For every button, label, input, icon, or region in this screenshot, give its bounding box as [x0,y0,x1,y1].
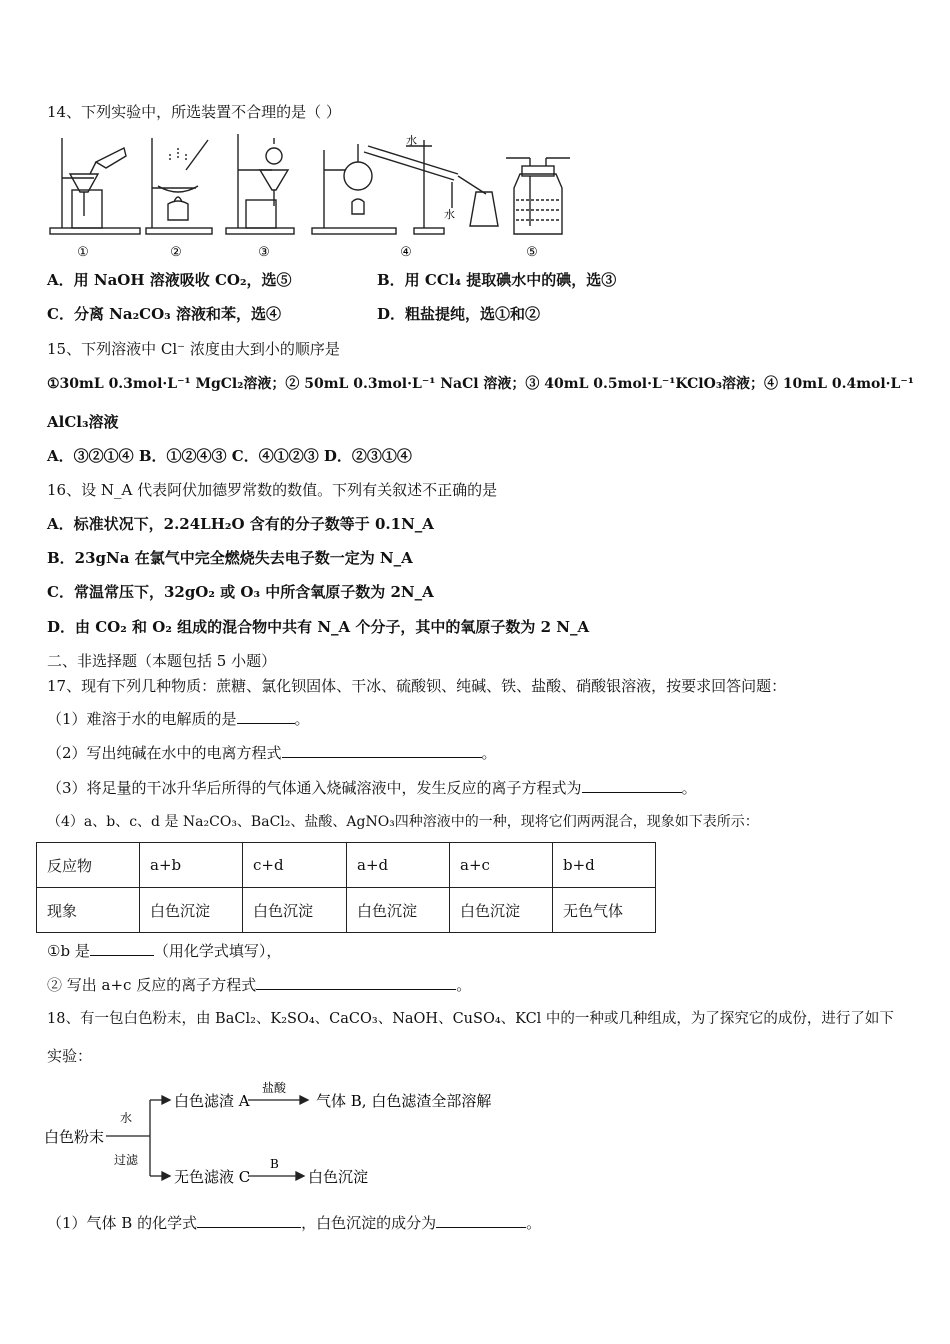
q17-part2 [47,743,497,763]
q16-stem: 16、设 N_A 代表阿伏加德罗常数的数值。下列有关叙述不正确的是 [47,481,498,499]
q17-part2-blank[interactable] [282,743,482,758]
q16-option-b: B．23gNa 在氯气中完全燃烧失去电子数一定为 N_A [47,549,413,567]
table-cell: c+d [243,843,347,888]
q14-option-b: B．用 CCl₄ 提取碘水中的碘，选③ [377,271,617,289]
q18-part1-text: （1）气体 B 的化学式 [47,1214,198,1232]
q17-part3-blank[interactable] [582,778,682,793]
fig-water-label-bottom: 水 [444,208,455,221]
q17-sub1-end: （用化学式填写）， [153,942,282,960]
q17-part2-text: （2）写出纯碱在水中的电离方程式 [47,744,282,762]
q17-part1-blank[interactable] [237,709,295,724]
q15-solutions-line2: AlCl₃溶液 [47,413,119,431]
flow-acid-label: 盐酸 [262,1081,287,1095]
q17-part1-text: （1）难溶于水的电解质的是 [47,710,237,728]
q18-stem-cont: 实验： [47,1047,93,1065]
q17-sub2-text: ② 写出 a+c 反应的离子方程式 [47,976,257,994]
table-cell: 现象 [37,888,140,933]
q17-sub2-blank[interactable] [256,975,456,990]
table-cell: 无色气体 [553,888,656,933]
flow-filter-label: 过滤 [114,1153,139,1167]
q16-option-a: A．标准状况下，2.24LH₂O 含有的分子数等于 0.1N_A [47,515,434,533]
fig-label-2: ② [170,245,182,260]
q17-sub1 [47,941,281,961]
q17-stem: 17、现有下列几种物质：蔗糖、氯化钡固体、干冰、硫酸钡、纯碱、铁、盐酸、硝酸银溶液，按要求回答问题： [47,677,787,695]
fig-label-3: ③ [258,245,270,260]
q14-stem: 14、下列实验中，所选装置不合理的是（ ） [47,103,341,121]
table-row [37,843,656,888]
q17-sub2-end: 。 [456,976,472,994]
flow-filtrate-c: 无色滤液 C [174,1168,251,1186]
q18-part1-mid: ，白色沉淀的成分为 [301,1214,437,1232]
q14-option-c: C．分离 Na₂CO₃ 溶液和苯，选④ [47,305,281,323]
q17-sub1-text: ①b 是 [47,942,90,960]
table-cell: 白色沉淀 [243,888,347,933]
flow-residue-a: 白色滤渣 A [174,1092,250,1110]
q17-part3-text: （3）将足量的干冰升华后所得的气体通入烧碱溶液中，发生反应的离子方程式为 [47,779,582,797]
flow-start: 白色粉末 [44,1128,105,1146]
table-cell: 白色沉淀 [140,888,243,933]
table-cell: b+d [553,843,656,888]
table-cell: 反应物 [37,843,140,888]
table-cell: 白色沉淀 [347,888,450,933]
q18-stem: 18、有一包白色粉末，由 BaCl₂、K₂SO₄、CaCO₃、NaOH、CuSO₄、KCl 中的一种或几种组成，为了探究它的成份，进行了如下 [47,1011,894,1027]
q17-part3-end: 。 [681,779,697,797]
q18-part1-blank1[interactable] [197,1213,301,1228]
q17-part3 [47,778,697,798]
q17-part2-end: 。 [481,744,497,762]
flow-result2: 白色沉淀 [308,1168,369,1186]
q18-part1 [47,1213,541,1233]
q14-option-d: D．粗盐提纯，选①和② [377,305,541,323]
q18-part1-end: 。 [526,1214,542,1232]
q17-part1 [47,709,310,729]
q15-stem: 15、下列溶液中 Cl⁻ 浓度由大到小的顺序是 [47,340,340,358]
flow-reagent-b: B [270,1157,279,1171]
q14-apparatus-figure [46,130,576,265]
table-row [37,888,656,933]
fig-water-label-top: 水 [406,134,417,147]
q16-option-d: D．由 CO₂ 和 O₂ 组成的混合物中共有 N_A 个分子，其中的氧原子数为 2 N_A [47,618,590,636]
reaction-table [36,842,656,933]
table-cell: a+b [140,843,243,888]
section-heading: 二、非选择题（本题包括 5 小题） [47,652,277,670]
q15-options: A．③②①④ B．①②④③ C．④①②③ D．②③①④ [47,447,412,465]
flow-result1: 气体 B, 白色滤渣全部溶解 [316,1092,492,1110]
q16-option-c: C．常温常压下，32gO₂ 或 O₃ 中所含氧原子数为 2N_A [47,583,434,601]
table-cell: a+c [450,843,553,888]
q17-sub2 [47,975,471,995]
table-cell: a+d [347,843,450,888]
flow-water-label: 水 [120,1111,133,1125]
fig-label-1: ① [77,245,89,260]
table-cell: 白色沉淀 [450,888,553,933]
q17-sub1-blank[interactable] [90,941,154,956]
fig-label-5: ⑤ [526,245,538,260]
q17-part1-end: 。 [294,710,310,728]
q15-solutions-line1: ①30mL 0.3mol·L⁻¹ MgCl₂溶液；② 50mL 0.3mol·L⁻¹ NaCl 溶液；③ 40mL 0.5mol·L⁻¹KClO₃溶液；④ 10mL 0.4mol·L⁻¹ [47,376,914,392]
q18-flow-diagram [44,1080,514,1192]
fig-label-4: ④ [400,245,412,260]
q17-part4: （4）a、b、c、d 是 Na₂CO₃、BaCl₂、盐酸、AgNO₃四种溶液中的一种，现将它们两两混合，现象如下表所示： [47,814,759,830]
q18-part1-blank2[interactable] [436,1213,526,1228]
q14-option-a: A．用 NaOH 溶液吸收 CO₂，选⑤ [47,271,292,289]
